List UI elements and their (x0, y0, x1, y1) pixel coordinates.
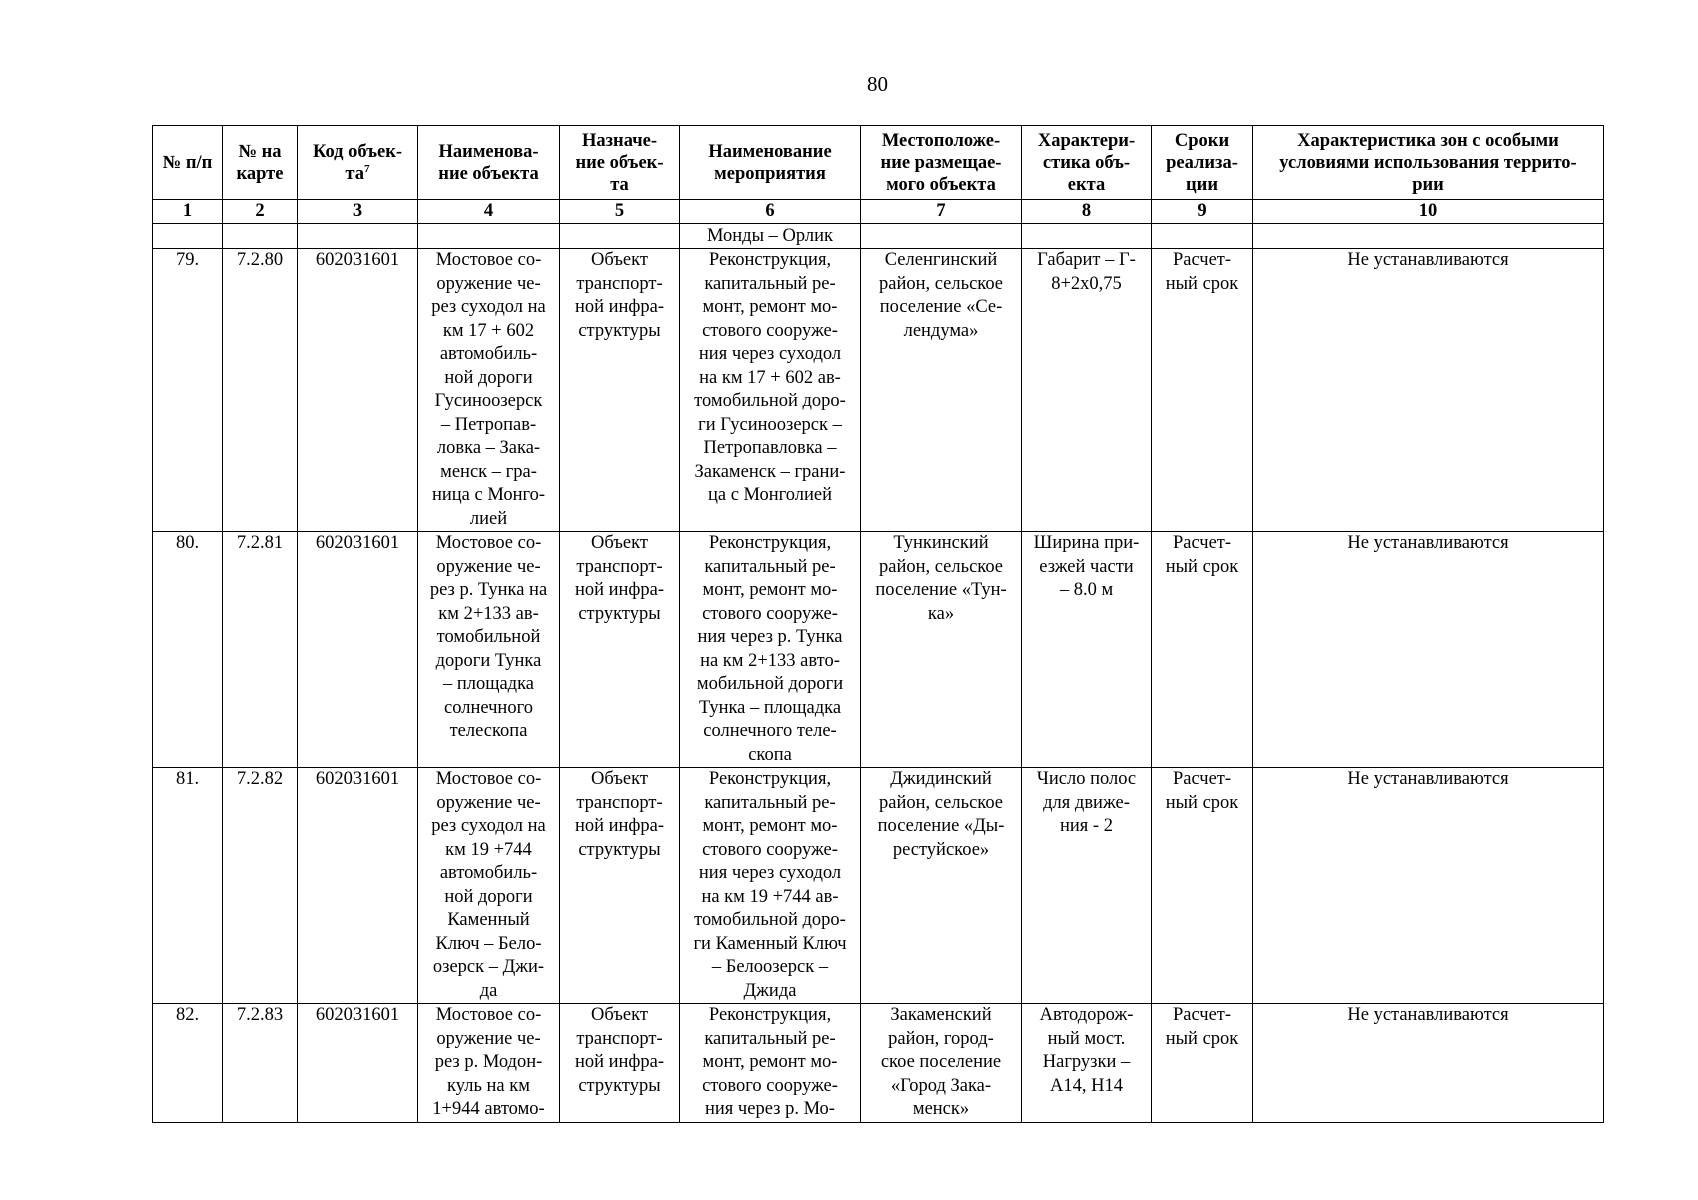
row-number: 79. (153, 249, 223, 532)
implementation-term: Расчет- ный срок (1152, 532, 1253, 768)
header-cell: Наименование мероприятия (680, 126, 861, 200)
measure-name: Реконструкция, капитальный ре- монт, ремонт мо- стового сооруже- ния через р. Тунка на км 2+133 авто- мобильной дороги Тунка – площадка солнечного теле- скопа (680, 532, 861, 768)
map-number: 7.2.82 (223, 768, 298, 1004)
zone-characteristic: Не устанавливаются (1253, 768, 1604, 1004)
map-number: 7.2.83 (223, 1004, 298, 1123)
column-number: 6 (680, 200, 861, 224)
column-number: 4 (418, 200, 560, 224)
table-cell (418, 224, 560, 249)
header-cell: Местоположе- ние размещае- мого объекта (861, 126, 1022, 200)
header-cell: № на карте (223, 126, 298, 200)
header-cell: Наименова- ние объекта (418, 126, 560, 200)
column-number: 1 (153, 200, 223, 224)
continuation-row (153, 224, 1604, 249)
table-cell (298, 224, 418, 249)
row-number: 82. (153, 1004, 223, 1123)
table-row (153, 249, 1604, 532)
object-code: 602031601 (298, 1004, 418, 1123)
implementation-term: Расчет- ный срок (1152, 249, 1253, 532)
object-code: 602031601 (298, 249, 418, 532)
object-purpose: Объект транспорт- ной инфра- структуры (560, 249, 680, 532)
implementation-term: Расчет- ный срок (1152, 1004, 1253, 1123)
table-cell (861, 224, 1022, 249)
object-code: 602031601 (298, 768, 418, 1004)
zone-characteristic: Не устанавливаются (1253, 249, 1604, 532)
column-number: 8 (1022, 200, 1152, 224)
header-text: Код объек- та (312, 141, 403, 184)
header-cell: Назначе- ние объек- та (560, 126, 680, 200)
header-row (153, 126, 1604, 200)
map-number: 7.2.80 (223, 249, 298, 532)
header-cell: Характеристика зон с особыми условиями использования террито- рии (1253, 126, 1604, 200)
page-number: 80 (867, 72, 888, 96)
object-location: Закаменский район, город- ское поселение «Город Зака- менск» (861, 1004, 1022, 1123)
header-cell: № п/п (153, 126, 223, 200)
object-characteristic: Автодорож- ный мост. Нагрузки – А14, Н14 (1022, 1004, 1152, 1123)
table-row (153, 1004, 1604, 1123)
continuation-text: Монды – Орлик (680, 224, 861, 249)
column-number: 2 (223, 200, 298, 224)
object-characteristic: Число полос для движе- ния - 2 (1022, 768, 1152, 1004)
table-cell (1022, 224, 1152, 249)
object-name: Мостовое со- оружение че- рез р. Тунка на км 2+133 ав- томобильной дороги Тунка – площадка солнечного телескопа (418, 532, 560, 768)
table-row (153, 768, 1604, 1004)
column-number: 5 (560, 200, 680, 224)
footnote-mark: 7 (364, 162, 370, 175)
object-name: Мостовое со- оружение че- рез р. Модон- куль на км 1+944 автомо- (418, 1004, 560, 1123)
measure-name: Реконструкция, капитальный ре- монт, ремонт мо- стового сооруже- ния через суходол на км 17 + 602 ав- томобильной доро- ги Гусиноозерск – Петропавловка – Закаменск – грани- ца с Монголией (680, 249, 861, 532)
header-cell: Сроки реализа- ции (1152, 126, 1253, 200)
object-name: Мостовое со- оружение че- рез суходол на км 17 + 602 автомобиль- ной дороги Гусиноозерск – Петропав- ловка – Зака- менск – гра- ница с Монго- лией (418, 249, 560, 532)
column-number: 10 (1253, 200, 1604, 224)
row-number: 81. (153, 768, 223, 1004)
object-purpose: Объект транспорт- ной инфра- структуры (560, 532, 680, 768)
measure-name: Реконструкция, капитальный ре- монт, ремонт мо- стового сооруже- ния через суходол на км 19 +744 ав- томобильной доро- ги Каменный Ключ – Белоозерск – Джида (680, 768, 861, 1004)
table-cell (223, 224, 298, 249)
column-number-row (153, 200, 1604, 224)
object-name: Мостовое со- оружение че- рез суходол на км 19 +744 автомобиль- ной дороги Каменный Ключ – Бело- озерск – Джи- да (418, 768, 560, 1004)
measure-name: Реконструкция, капитальный ре- монт, ремонт мо- стового сооруже- ния через р. Мо- (680, 1004, 861, 1123)
header-cell (298, 126, 418, 200)
table-cell (153, 224, 223, 249)
header-cell: Характери- стика объ- екта (1022, 126, 1152, 200)
row-number: 80. (153, 532, 223, 768)
object-code: 602031601 (298, 532, 418, 768)
table-cell (1253, 224, 1604, 249)
table-row (153, 532, 1604, 768)
object-purpose: Объект транспорт- ной инфра- структуры (560, 1004, 680, 1123)
object-characteristic: Ширина при- езжей части – 8.0 м (1022, 532, 1152, 768)
object-location: Селенгинский район, сельское поселение «Се- лендума» (861, 249, 1022, 532)
zone-characteristic: Не устанавливаются (1253, 532, 1604, 768)
zone-characteristic: Не устанавливаются (1253, 1004, 1604, 1123)
implementation-term: Расчет- ный срок (1152, 768, 1253, 1004)
object-purpose: Объект транспорт- ной инфра- структуры (560, 768, 680, 1004)
table-cell (560, 224, 680, 249)
object-characteristic: Габарит – Г- 8+2х0,75 (1022, 249, 1152, 532)
column-number: 7 (861, 200, 1022, 224)
column-number: 9 (1152, 200, 1253, 224)
objects-table (152, 125, 1604, 1123)
object-location: Тункинский район, сельское поселение «Тун- ка» (861, 532, 1022, 768)
object-location: Джидинский район, сельское поселение «Ды- рестуйское» (861, 768, 1022, 1004)
map-number: 7.2.81 (223, 532, 298, 768)
table-cell (1152, 224, 1253, 249)
column-number: 3 (298, 200, 418, 224)
